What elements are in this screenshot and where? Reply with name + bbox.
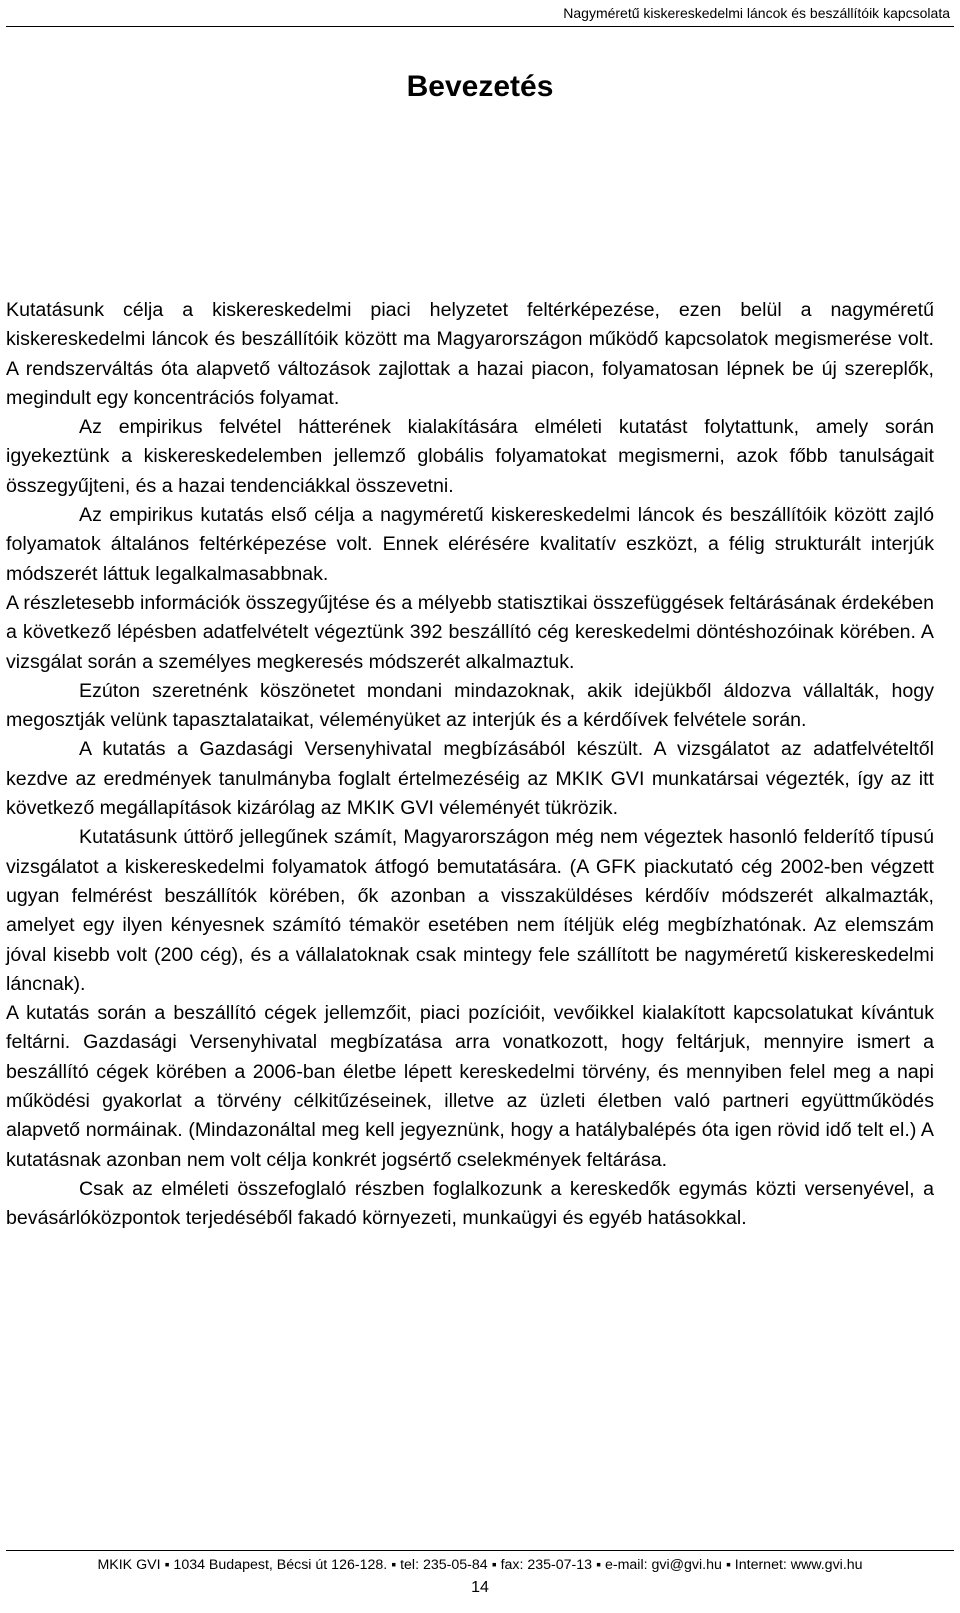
- paragraph-pioneering: Kutatásunk úttörő jellegűnek számít, Magyarországon még nem végeztek hasonló felderítő típusú vizsgálatot a kiskereskedelmi folyamatok átfogó bemutatására. (A GFK piackutató cég 2002-ben végzett ugyan felmérést beszállítók körében, ők azonban a visszaküldéses kérdőív módszerét alkalmazták, amelyet egy ilyen kényesnek számító témakör esetében nem ítéljük elég megbízhatónak. Az elemszám jóval kisebb volt (200 cég), és a vállalatoknak csak mintegy fele szállított be nagyméretű kiskereskedelmi láncnak).: [6, 826, 934, 995]
- paragraph-acknowledgement: Ezúton szeretnénk köszönetet mondani mindazoknak, akik idejükből áldozva vállalták, hogy megosztják velünk tapasztalataikat, véleményüket az interjúk és a kérdőívek felvétele során.: [6, 679, 934, 732]
- paragraph-commission: A kutatás a Gazdasági Versenyhivatal megbízásából készült. A vizsgálatot az adatfelvételtől kezdve az eredmények tanulmányba foglalt értelmezéséig az MKIK GVI munkatársai végezték, így az itt következő megállapítások kizárólag az MKIK GVI véleményét tükrözik.: [6, 738, 934, 820]
- paragraph-research-scope: A kutatás során a beszállító cégek jellemzőit, piaci pozícióit, vevőikkel kialakított kapcsolatukat kívántuk feltárni. Gazdasági Versenyhivatal megbízatása arra vonatkozott, hogy feltárjuk, mennyire ismert a beszállító cégek körében a 2006-ban életbe lépett kereskedelmi törvény, és mennyiben felel meg a napi működési gyakorlat a törvény célkitűzéseinek, illetve az üzleti életben való partneri együttműködés alapvető normáinak. (Mindazonáltal meg kell jegyeznünk, hogy a hatálybalépés óta igen rövid idő telt el.) A kutatásnak azonban nem volt célja konkrét jogsértő cselekmények feltárása.: [6, 1002, 934, 1171]
- paragraph-theory-summary: Csak az elméleti összefoglaló részben foglalkozunk a kereskedők egymás közti versenyével, a bevásárlóközpontok terjedéséből fakadó környezeti, munkaügyi és egyéb hatásokkal.: [6, 1177, 934, 1230]
- paragraph-research-goal: Kutatásunk célja a kiskereskedelmi piaci helyzetet feltérképezése, ezen belül a nagyméretű kiskereskedelmi láncok és beszállítóik között ma Magyarországon működő kapcsolatok megismerése volt. A rendszerváltás óta alapvető változások zajlottak a hazai piacon, folyamatosan lépnek be új szereplők, megindult egy koncentrációs folyamat.: [6, 299, 934, 409]
- running-header: Nagyméretű kiskereskedelmi láncok és beszállítóik kapcsolata: [563, 5, 950, 21]
- paragraph-qualitative-method: Az empirikus kutatás első célja a nagyméretű kiskereskedelmi láncok és beszállítóik között zajló folyamatok általános feltérképezése volt. Ennek elérésére kvalitatív eszközt, a félig strukturált interjúk módszerét láttuk legalkalmasabbnak.: [6, 504, 934, 585]
- paragraph-theoretical-background: Az empirikus felvétel hátterének kialakítására elméleti kutatást folytattunk, amely során igyekeztünk a kiskereskedelemben jellemző globális folyamatokat megismerni, azok főbb tanulságait összegyűjteni, és a hazai tendenciákkal összevetni.: [6, 416, 934, 497]
- paragraph-survey: A részletesebb információk összegyűjtése és a mélyebb statisztikai összefüggések feltárásának érdekében a következő lépésben adatfelvételt végeztünk 392 beszállító cég kereskedelmi döntéshozóinak körében. A vizsgálat során a személyes megkeresés módszerét alkalmaztuk.: [6, 591, 934, 673]
- header-divider: [6, 26, 954, 27]
- page-title: Bevezetés: [406, 70, 554, 103]
- page-number: 14: [471, 1579, 489, 1596]
- body-text: [6, 296, 934, 1234]
- footer-divider: [6, 1550, 954, 1551]
- footer-contact: MKIK GVI ▪ 1034 Budapest, Bécsi út 126-128. ▪ tel: 235-05-84 ▪ fax: 235-07-13 ▪ e-mail: gvi@gvi.hu ▪ Internet: www.gvi.hu: [97, 1557, 863, 1573]
